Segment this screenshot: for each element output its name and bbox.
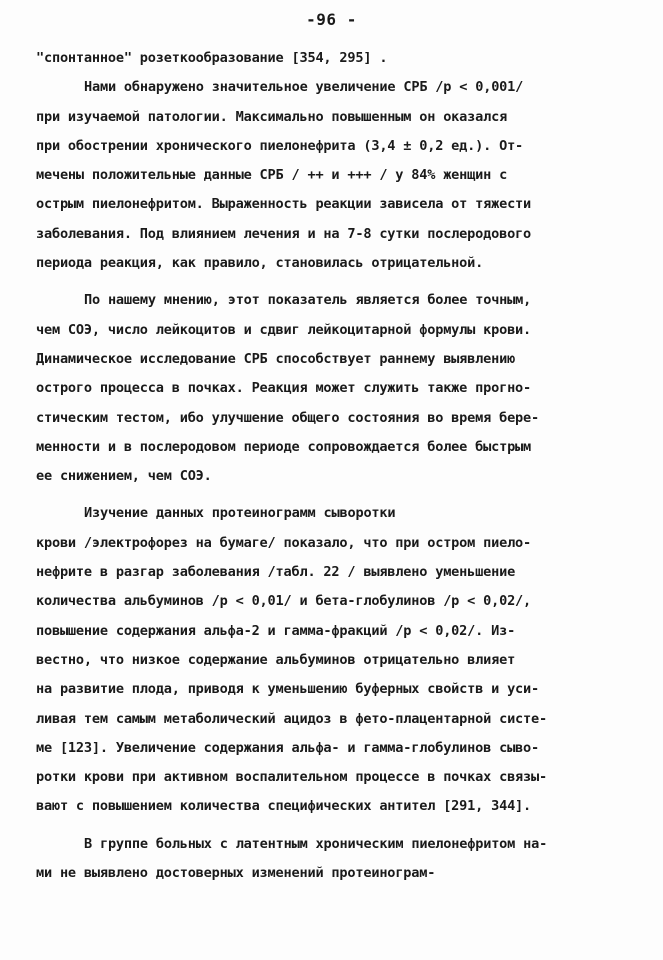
text-line: при обострении хронического пиелонефрита (3,4 ± 0,2 ед.). От- [36,137,524,154]
text-line: ее снижением, чем СОЭ. [36,468,212,485]
text-line: мечены положительные данные СРБ / ++ и +++ / у 84% женщин с [36,167,508,184]
text-line: на развитие плода, приводя к уменьшению буферных свойств и уси- [36,681,540,698]
text-line: количества альбуминов /р < 0,01/ и бета-глобулинов /р < 0,02/, [36,593,532,610]
text-line: Динамическое исследование СРБ способствует раннему выявлению [36,350,516,367]
text-line: острым пиелонефритом. Выраженность реакции зависела от тяжести [36,196,532,213]
text-line: ливая тем самым метаболический ацидоз в фето-плацентарной систе- [36,710,547,727]
text-line: По нашему мнению, этот показатель является более точным, [84,292,532,309]
text-line: ме [123]. Увеличение содержания альфа- и гамма-глобулинов сыво- [36,739,540,756]
text-line: крови /электрофорез на бумаге/ показало, что при остром пиело- [36,534,532,551]
paragraph-3 [36,286,636,491]
text-line: повышение содержания альфа-2 и гамма-фракций /р < 0,02/. Из- [36,622,516,639]
text-line: ми не выявлено достоверных изменений протеинограм- [36,865,436,882]
paragraph-gap [36,491,636,499]
paragraph-1 [36,44,636,73]
paragraph-gap [36,278,636,286]
text-line: "спонтанное" розеткообразование [354, 295] . [36,50,388,66]
text-line: стическим тестом, ибо улучшение общего состояния во время бере- [36,409,540,426]
text-line: В группе больных с латентным хроническим пиелонефритом на- [84,835,548,852]
text-line: при изучаемой патологии. Максимально повышенным он оказался [36,108,508,125]
paragraph-2 [36,73,636,278]
text-line: менности и в послеродовом периоде сопровождается более быстрым [36,438,532,455]
paragraph-gap [36,822,636,830]
text-line: чем СОЭ, число лейкоцитов и сдвиг лейкоцитарной формулы крови. [36,321,532,338]
page-number: -96 - [306,10,357,29]
paragraph-4 [36,499,636,821]
text-line: нефрите в разгар заболевания /табл. 22 / выявлено уменьшение [36,564,516,581]
text-line: вают с повышением количества специфических антител [291, 344]. [36,798,532,815]
text-line: заболевания. Под влиянием лечения и на 7-8 сутки послеродового [36,225,532,242]
paragraph-5 [36,830,636,889]
text-line: периода реакция, как правило, становилась отрицательной. [36,255,484,272]
text-line: вестно, что низкое содержание альбуминов отрицательно влияет [36,651,516,668]
text-line: Изучение данных протеинограмм сыворотки [84,505,396,522]
text-line: острого процесса в почках. Реакция может служить также прогно- [36,380,532,397]
text-line: Нами обнаружено значительное увеличение СРБ /р < 0,001/ [84,79,524,96]
body-text [36,44,636,888]
text-line: ротки крови при активном воспалительном процессе в почках связы- [36,769,547,786]
